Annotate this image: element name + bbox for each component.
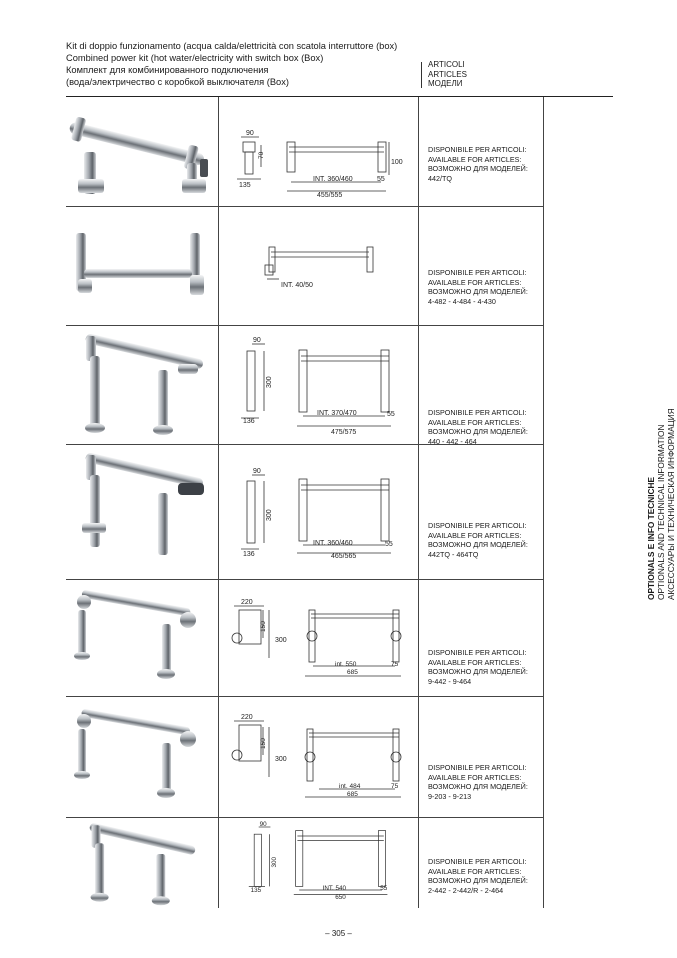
- avail-label-it: DISPONIBILE PER ARTICOLI:: [428, 521, 527, 530]
- dim-label: 90: [253, 337, 261, 344]
- table-row: [66, 207, 613, 325]
- product-photo: [66, 697, 216, 817]
- dim-label: int. 484: [339, 783, 361, 790]
- avail-label-ru: ВОЗМОЖНО ДЛЯ МОДЕЛЕЙ:: [428, 667, 528, 677]
- dim-label: 220: [241, 714, 253, 721]
- avail-label-en: AVAILABLE FOR ARTICLES:: [428, 530, 522, 540]
- dim-label: 100: [391, 159, 403, 166]
- dim-label: 685: [347, 791, 358, 798]
- model-list: 442/TQ: [428, 173, 452, 183]
- table-row: [66, 326, 613, 444]
- availability-block: [428, 521, 528, 559]
- dim-label: 55: [377, 176, 385, 183]
- product-photo: [66, 97, 216, 206]
- articles-en: ARTICLES: [428, 69, 467, 79]
- dim-label: 135: [239, 182, 251, 189]
- availability-block: [428, 648, 528, 686]
- title-ru-2: (вода/электричество с коробкой выключателя (Box): [66, 77, 289, 87]
- avail-label-it: DISPONIBILE PER ARTICOLI:: [428, 145, 527, 154]
- title-ru-1: Комплект для комбинированного подключения: [66, 65, 269, 75]
- dim-label: INT. 360/460: [313, 540, 353, 547]
- dim-label: 55: [387, 411, 395, 418]
- avail-label-it: DISPONIBILE PER ARTICOLI:: [428, 268, 527, 277]
- avail-label-en: AVAILABLE FOR ARTICLES:: [428, 417, 522, 427]
- side-section-label: [640, 350, 677, 610]
- avail-label-ru: ВОЗМОЖНО ДЛЯ МОДЕЛЕЙ:: [428, 876, 528, 886]
- technical-drawing: [219, 445, 419, 579]
- title-en: Combined power kit (hot water/electricity with switch box (Box): [66, 53, 324, 63]
- dim-label: 135: [250, 886, 262, 894]
- dim-label: 136: [243, 418, 255, 425]
- header-divider: [421, 62, 422, 88]
- dim-label: 55: [380, 885, 388, 892]
- dim-label: INT. 360/460: [313, 176, 353, 183]
- dim-label: INT. 40/50: [281, 282, 313, 289]
- dim-label: 300: [275, 756, 287, 763]
- table-row: [66, 580, 613, 696]
- model-list: 440 - 442 - 464: [428, 436, 477, 446]
- dim-label: 650: [335, 894, 346, 901]
- dim-label: 55: [385, 541, 393, 548]
- model-list: 442TQ - 464TQ: [428, 549, 479, 559]
- avail-label-ru: ВОЗМОЖНО ДЛЯ МОДЕЛЕЙ:: [428, 782, 528, 792]
- availability-block: [428, 268, 528, 306]
- dim-label: 70: [258, 151, 265, 159]
- technical-drawing: [219, 207, 419, 325]
- model-list: 9-203 - 9-213: [428, 791, 472, 801]
- avail-label-en: AVAILABLE FOR ARTICLES:: [428, 772, 522, 782]
- availability-block: [428, 145, 528, 183]
- avail-label-en: AVAILABLE FOR ARTICLES:: [428, 657, 522, 667]
- technical-drawing: [219, 97, 419, 206]
- dim-label: INT. 540: [322, 885, 347, 892]
- product-photo: [66, 818, 216, 908]
- dim-label: 150: [260, 621, 267, 632]
- dim-label: INT. 370/470: [317, 410, 357, 417]
- avail-label-ru: ВОЗМОЖНО ДЛЯ МОДЕЛЕЙ:: [428, 164, 528, 174]
- avail-label-it: DISPONIBILE PER ARTICOLI:: [428, 408, 527, 417]
- articles-ru: МОДЕЛИ: [428, 79, 463, 88]
- dim-label: 150: [260, 738, 267, 749]
- table-row: [66, 818, 613, 908]
- model-list: 9-442 - 9-464: [428, 676, 472, 686]
- dim-label: 136: [243, 551, 255, 558]
- dim-label: 300: [270, 856, 278, 868]
- availability-block: [428, 408, 528, 446]
- avail-label-en: AVAILABLE FOR ARTICLES:: [428, 866, 522, 876]
- dim-label: 90: [246, 130, 254, 137]
- dim-label: 465/565: [331, 553, 357, 560]
- side-label-en: OPTIONALS AND TECHNICAL INFORMATION: [656, 424, 666, 600]
- product-photo: [66, 207, 216, 325]
- avail-label-it: DISPONIBILE PER ARTICOLI:: [428, 857, 527, 866]
- avail-label-en: AVAILABLE FOR ARTICLES:: [428, 154, 522, 164]
- dim-label: 300: [275, 637, 287, 644]
- product-photo: [66, 326, 216, 444]
- avail-label-it: DISPONIBILE PER ARTICOLI:: [428, 763, 527, 772]
- dim-label: 75: [391, 661, 399, 668]
- articles-it: ARTICOLI: [428, 60, 465, 69]
- availability-block: [428, 857, 528, 895]
- table-row: [66, 445, 613, 579]
- table-row: [66, 97, 613, 206]
- dim-label: 475/575: [331, 429, 357, 436]
- side-label-ru: АКСЕССУАРЫ И ТЕХНИЧЕСКАЯ ИНФОРМАЦИЯ: [666, 408, 676, 600]
- avail-label-ru: ВОЗМОЖНО ДЛЯ МОДЕЛЕЙ:: [428, 540, 528, 550]
- dim-label: 90: [259, 821, 267, 829]
- avail-label-ru: ВОЗМОЖНО ДЛЯ МОДЕЛЕЙ:: [428, 287, 528, 297]
- articles-heading: [428, 60, 467, 89]
- model-list: 2-442 - 2-442/R - 2-464: [428, 885, 504, 895]
- product-photo: [66, 580, 216, 696]
- model-list: 4-482 - 4-484 - 4-430: [428, 296, 496, 306]
- side-label-it: OPTIONALS E INFO TECNICHE: [646, 476, 656, 600]
- technical-drawing: [219, 697, 419, 817]
- dim-label: 300: [266, 376, 273, 388]
- dim-label: 75: [391, 783, 399, 790]
- avail-label-en: AVAILABLE FOR ARTICLES:: [428, 277, 522, 287]
- avail-label-ru: ВОЗМОЖНО ДЛЯ МОДЕЛЕЙ:: [428, 427, 528, 437]
- header-title: [66, 40, 416, 88]
- dim-label: 220: [241, 599, 253, 606]
- table-row: [66, 697, 613, 817]
- dim-label: 300: [266, 509, 273, 521]
- product-photo: [66, 445, 216, 579]
- technical-drawing: [219, 326, 419, 444]
- technical-drawing: [219, 818, 419, 908]
- page-number: – 305 –: [325, 929, 352, 938]
- dim-label: 685: [347, 669, 358, 676]
- dim-label: int. 550: [335, 661, 357, 668]
- title-it: Kit di doppio funzionamento (acqua calda/elettricità con scatola interruttore (box): [66, 41, 398, 51]
- dim-label: 90: [253, 468, 261, 475]
- avail-label-it: DISPONIBILE PER ARTICOLI:: [428, 648, 527, 657]
- technical-drawing: [219, 580, 419, 696]
- availability-block: [428, 763, 528, 801]
- dim-label: 455/555: [317, 192, 343, 199]
